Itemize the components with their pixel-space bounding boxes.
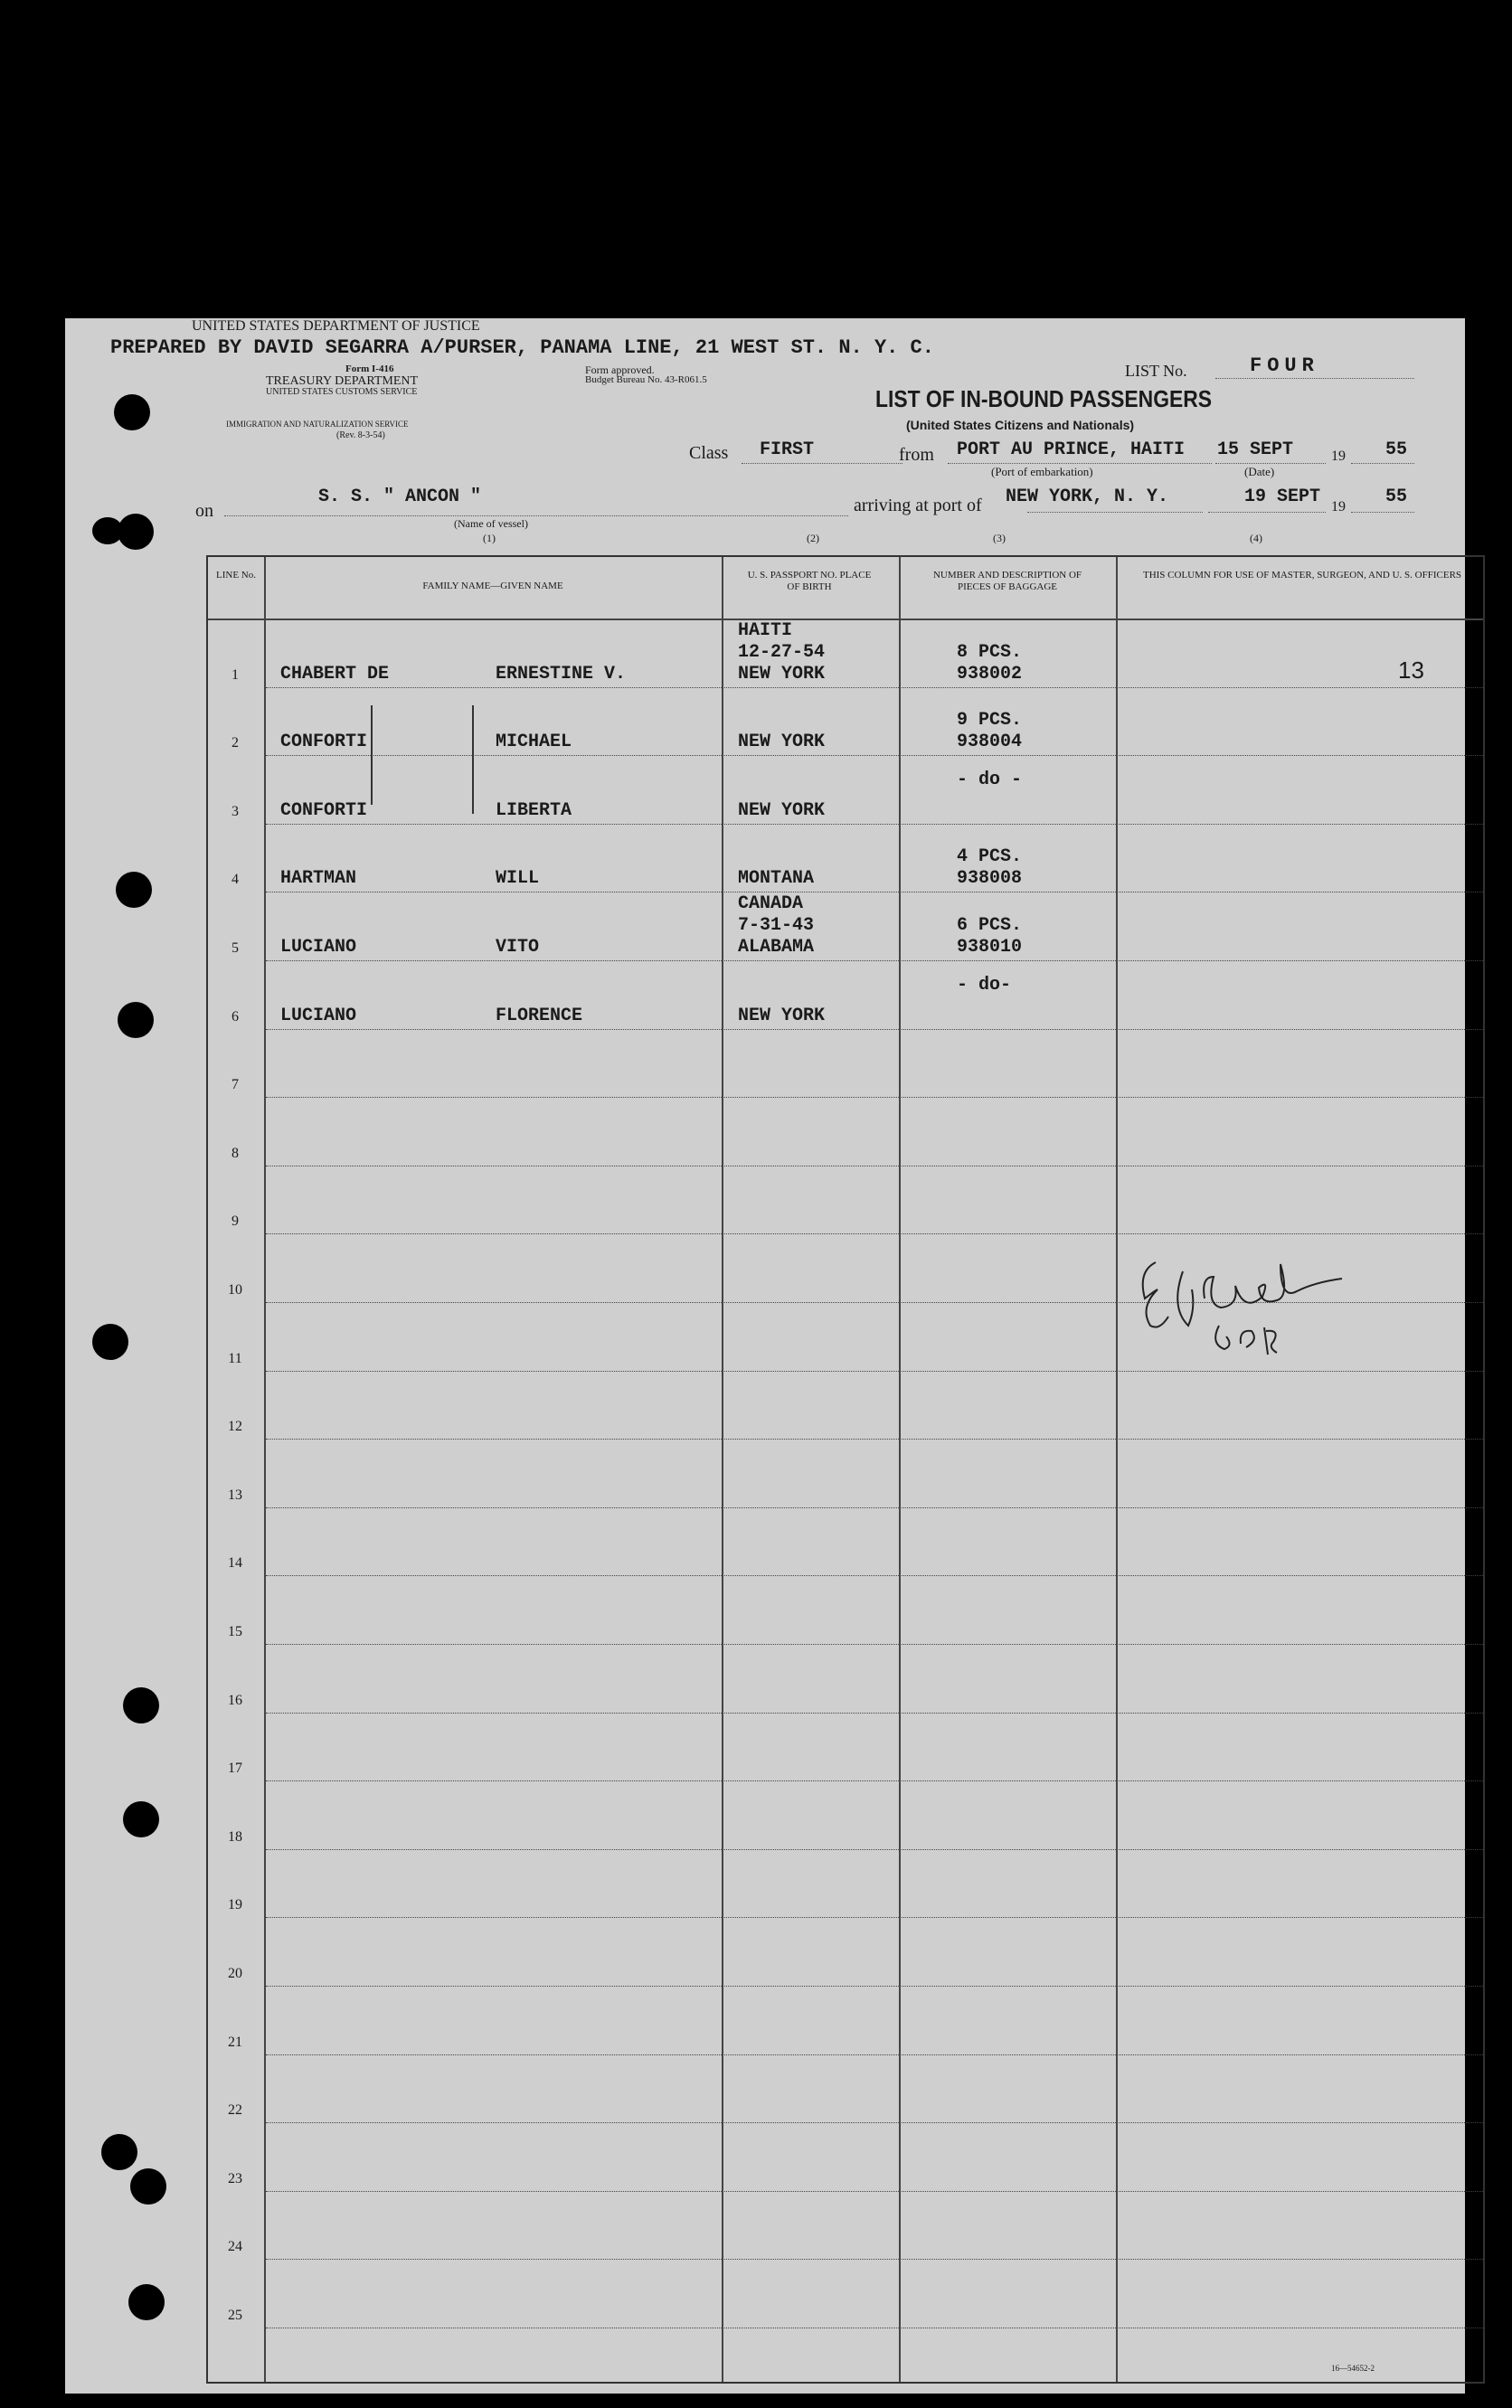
ditto-bracket (371, 705, 373, 805)
row-rule (266, 2122, 1483, 2123)
col-divider (264, 557, 266, 2382)
passport-birthplace: ALABAMA (738, 937, 815, 958)
passport-birthplace: NEW YORK (738, 663, 826, 685)
col-head-officers: THIS COLUMN FOR USE OF MASTER, SURGEON, AND U. S. OFFICERS (1142, 570, 1462, 581)
line-number: 18 (228, 1828, 242, 1845)
line-number: 19 (228, 1897, 242, 1913)
class-label: Class (689, 443, 729, 463)
col-number-3: (3) (993, 532, 1006, 544)
list-no-underline (1215, 378, 1414, 379)
given-name: VITO (496, 937, 540, 958)
on-label: on (195, 501, 213, 521)
arrival-date-underline (1208, 512, 1326, 513)
family-name: HARTMAN (280, 868, 357, 890)
family-name: CHABERT DE (280, 663, 390, 685)
line-number: 3 (232, 803, 239, 819)
from-label: from (899, 445, 934, 465)
line-number: 4 (232, 872, 239, 888)
vessel-underline (224, 515, 848, 516)
passport-birthplace: NEW YORK (738, 732, 826, 753)
given-name: LIBERTA (496, 799, 572, 821)
line-number: 23 (228, 2170, 242, 2186)
vessel-name: S. S. " ANCON " (318, 486, 482, 507)
vessel-caption: (Name of vessel) (454, 517, 528, 530)
budget-bureau: Budget Bureau No. 43-R061.5 (585, 374, 707, 385)
line-number: 17 (228, 1761, 242, 1777)
revision-label: (Rev. 8-3-54) (336, 430, 385, 440)
row-rule (266, 2259, 1483, 2260)
customs-label: UNITED STATES CUSTOMS SERVICE (266, 387, 418, 397)
col-head-passport: U. S. PASSPORT NO. PLACE OF BIRTH (747, 570, 872, 592)
line-number: 11 (228, 1350, 242, 1366)
row-rule (266, 1780, 1483, 1781)
port-embark-underline (948, 463, 1212, 464)
line-number: 14 (228, 1555, 242, 1572)
row-rule (266, 1644, 1483, 1645)
line-number: 7 (232, 1077, 239, 1093)
row-rule (266, 1029, 1483, 1030)
given-name: FLORENCE (496, 1005, 583, 1026)
row-rule (266, 824, 1483, 825)
given-name: WILL (496, 868, 540, 890)
arrival-year: 55 (1385, 486, 1408, 507)
arrival-year-underline (1351, 512, 1414, 513)
year-prefix-embark: 19 (1331, 449, 1346, 464)
line-number: 12 (228, 1419, 242, 1435)
passport-birthplace: CANADA (738, 893, 804, 914)
passport-birthplace: 12-27-54 (738, 641, 826, 663)
family-name: LUCIANO (280, 1005, 357, 1026)
baggage-description: 938002 (957, 663, 1023, 685)
passenger-table (206, 555, 1485, 2384)
passport-birthplace: 7-31-43 (738, 915, 815, 936)
baggage-description: 938004 (957, 732, 1023, 753)
line-number: 1 (232, 666, 239, 683)
line-number: 5 (232, 940, 239, 956)
punch-hole (118, 514, 154, 550)
ditto-bracket (472, 705, 474, 814)
treasury-label: TREASURY DEPARTMENT (266, 374, 419, 388)
passport-birthplace: NEW YORK (738, 1005, 826, 1026)
col-head-line-no: LINE No. (216, 570, 256, 581)
row-rule (266, 1917, 1483, 1918)
row-rule (266, 1507, 1483, 1508)
embark-year-underline (1351, 463, 1414, 464)
year-prefix-arrival: 19 (1331, 499, 1346, 515)
col-number-4: (4) (1250, 532, 1262, 544)
line-number: 8 (232, 1145, 239, 1161)
row-rule (266, 2054, 1483, 2055)
punch-hole (92, 1324, 128, 1360)
manifest-page (65, 318, 1465, 2394)
punch-hole (128, 2284, 165, 2320)
port-of-arrival: NEW YORK, N. Y. (1006, 486, 1169, 507)
row-rule (266, 2191, 1483, 2192)
port-embark-caption: (Port of embarkation) (991, 465, 1093, 478)
line-number: 16 (228, 1692, 242, 1708)
baggage-description: 8 PCS. (957, 641, 1023, 663)
embark-year: 55 (1385, 439, 1408, 460)
col-divider (1116, 557, 1118, 2382)
class-underline (742, 463, 902, 464)
baggage-description: 938010 (957, 937, 1023, 958)
arriving-label: arriving at port of (854, 496, 982, 515)
header-rule (208, 619, 1483, 620)
punch-hole (123, 1687, 159, 1723)
punch-hole (101, 2134, 137, 2170)
baggage-description: 938008 (957, 868, 1023, 890)
line-number: 9 (232, 1213, 239, 1230)
line-number: 6 (232, 1008, 239, 1025)
row-rule (266, 960, 1483, 961)
col-head-name: FAMILY NAME—GIVEN NAME (422, 581, 563, 591)
line-number: 25 (228, 2308, 242, 2323)
col-number-1: (1) (483, 532, 496, 544)
prepared-by: PREPARED BY DAVID SEGARRA A/PURSER, PANAMA LINE, 21 WEST ST. N. Y. C. (110, 336, 934, 359)
form-title: LIST OF IN-BOUND PASSENGERS (875, 385, 1213, 412)
baggage-description: 6 PCS. (957, 915, 1023, 936)
row-rule (266, 1097, 1483, 1098)
inspector-signature (1129, 1244, 1346, 1371)
form-approved: Form approved. (585, 364, 655, 376)
family-name: LUCIANO (280, 937, 357, 958)
date-caption: (Date) (1244, 465, 1275, 478)
arrival-date: 19 SEPT (1244, 486, 1321, 507)
list-no-value: FOUR (1250, 354, 1319, 377)
row-rule (266, 1575, 1483, 1576)
form-number: Form I-416 (345, 364, 394, 374)
col-number-2: (2) (807, 532, 819, 544)
row-rule (266, 687, 1483, 688)
row-rule (266, 1713, 1483, 1714)
punch-hole (130, 2168, 166, 2205)
class-value: FIRST (760, 439, 815, 460)
baggage-description: 4 PCS. (957, 846, 1023, 868)
col-divider (722, 557, 723, 2382)
justice-label: UNITED STATES DEPARTMENT OF JUSTICE (192, 318, 480, 334)
list-no-label: LIST No. (1125, 362, 1187, 380)
row-rule (266, 1439, 1483, 1440)
line-number: 24 (228, 2239, 242, 2255)
line-number: 15 (228, 1624, 242, 1639)
ins-label: IMMIGRATION AND NATURALIZATION SERVICE (226, 420, 409, 429)
row-rule (266, 755, 1483, 756)
line-number: 10 (228, 1282, 242, 1298)
line-number: 2 (232, 735, 239, 751)
officer-note: 13 (1398, 656, 1424, 684)
line-number: 13 (228, 1487, 242, 1503)
family-name: CONFORTI (280, 799, 368, 821)
punch-hole (118, 1002, 154, 1038)
col-divider (899, 557, 901, 2382)
punch-hole (114, 394, 150, 430)
row-rule (266, 1849, 1483, 1850)
row-rule (266, 1233, 1483, 1234)
line-number: 22 (228, 2102, 242, 2119)
passport-birthplace: NEW YORK (738, 799, 826, 821)
footer-code: 16—54652-2 (1331, 2364, 1375, 2373)
punch-hole (116, 872, 152, 908)
embark-date-underline (1215, 463, 1326, 464)
passport-birthplace: HAITI (738, 619, 793, 641)
line-number: 21 (228, 2034, 242, 2050)
embark-date: 15 SEPT (1217, 439, 1294, 460)
row-rule (266, 1986, 1483, 1987)
line-number: 20 (228, 1966, 242, 1981)
col-head-baggage: NUMBER AND DESCRIPTION OF PIECES OF BAGGAGE (932, 570, 1082, 592)
baggage-description: - do - (957, 769, 1023, 790)
passport-birthplace: MONTANA (738, 868, 815, 890)
family-name: CONFORTI (280, 732, 368, 753)
port-of-embarkation: PORT AU PRINCE, HAITI (957, 439, 1186, 460)
given-name: ERNESTINE V. (496, 663, 627, 685)
punch-hole (123, 1801, 159, 1837)
baggage-description: 9 PCS. (957, 710, 1023, 732)
baggage-description: - do- (957, 974, 1012, 996)
form-subtitle: (United States Citizens and Nationals) (906, 418, 1135, 432)
arrival-port-underline (1027, 512, 1203, 513)
given-name: MICHAEL (496, 732, 572, 753)
